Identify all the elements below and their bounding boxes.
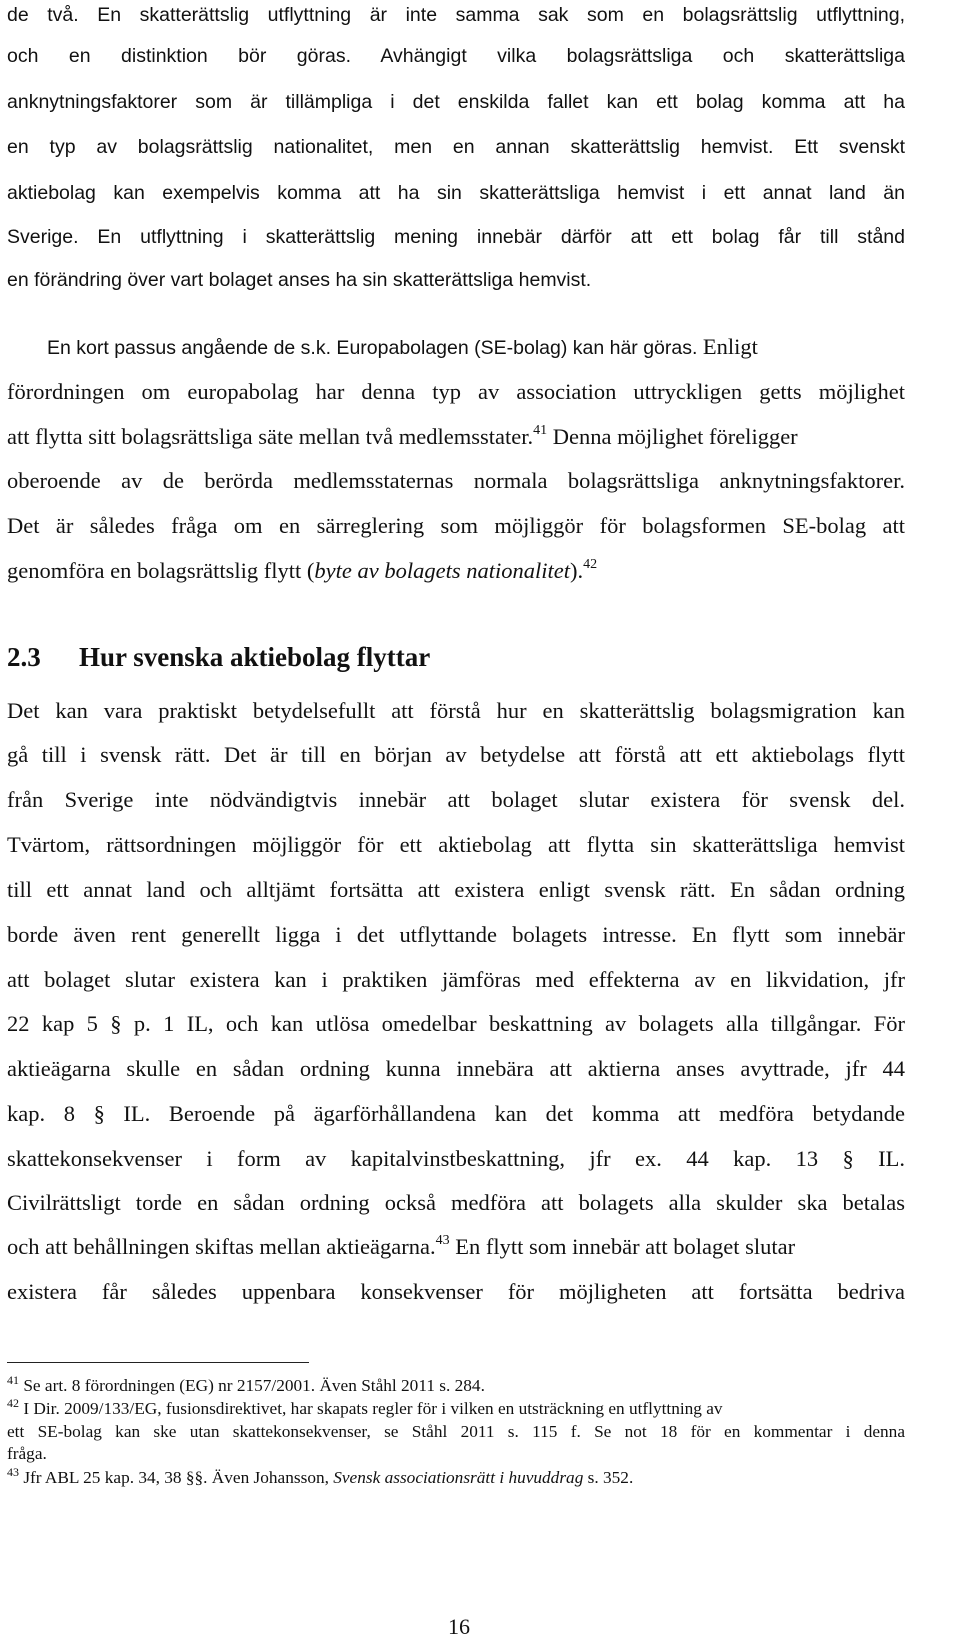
section-title: Hur svenska aktiebolag flyttar [79,642,431,672]
footnote-43 [7,1467,633,1489]
paragraph-text: och att behållningen skiftas mellan aktieägarna. [7,1234,436,1259]
paragraph-text: ). [570,558,584,583]
body-text-line: aktiebolag kan exempelvis komma att ha sin skatterättsliga hemvist i ett annat land än [7,182,905,204]
body-text-line: Det är således fråga om en särreglering som möjliggör för bolagsformen SE-bolag att [7,513,905,538]
footnote-number: 43 [7,1465,19,1479]
footnote-reference: 42 [583,557,598,572]
body-text-line: förordningen om europabolag har denna typ av association uttryckligen getts möjlighet [7,379,905,404]
footnote-reference: 41 [533,423,548,438]
section-heading [7,642,430,673]
body-text-line: aktieägarna skulle en sådan ordning kunna innebära att aktierna anses avyttrade, jfr 44 [7,1056,905,1081]
italic-text: Svensk associationsrätt i huvuddrag [333,1468,584,1487]
body-text-line: och en distinktion bör göras. Avhängigt vilka bolagsrättsliga och skatterättsliga [7,45,905,67]
body-text-line: från Sverige inte nödvändigtvis innebär att bolaget slutar existera för svensk del. [7,787,905,812]
footnote-text: s. 352. [583,1468,634,1487]
body-text-line: de två. En skatterättslig utflyttning är inte samma sak som en bolagsrättslig utflyttning, [7,4,905,26]
body-text-line: Civilrättsligt torde en sådan ordning också medföra att bolagets alla skulder ska betalas [7,1190,905,1215]
footnote-41 [7,1375,485,1397]
body-text-line: en typ av bolagsrättslig nationalitet, men en annan skatterättslig hemvist. Ett svenskt [7,136,905,158]
body-text-line: skattekonsekvenser i form av kapitalvinstbeskattning, jfr ex. 44 kap. 13 § IL. [7,1146,905,1171]
footnote-reference: 43 [435,1233,450,1248]
footnote-number: 42 [7,1396,19,1410]
body-text-line: kap. 8 § IL. Beroende på ägarförhållandena kan det komma att medföra betydande [7,1101,905,1126]
italic-text: byte av bolagets nationalitet [314,558,570,583]
body-text-line: Sverige. En utflyttning i skatterättslig mening innebär därför att ett bolag får till stånd [7,226,905,248]
footnote-text: Se art. 8 förordningen (EG) nr 2157/2001. Även Ståhl 2011 s. 284. [19,1376,485,1395]
body-text-line: Tvärtom, rättsordningen möjliggör för ett aktiebolag att flytta sin skatterättsliga hemvist [7,832,905,857]
footnote-separator [7,1362,309,1363]
footnote-42-line-2: ett SE-bolag kan ske utan skattekonsekvenser, se Ståhl 2011 s. 115 f. Se not 18 för en kommentar i denna [7,1422,905,1441]
footnote-text: I Dir. 2009/133/EG, fusionsdirektivet, har skapats regler för i vilken en utsträckning en utflyttning av [19,1399,723,1418]
body-text-line: existera får således uppenbara konsekvenser för möjligheten att fortsätta bedriva [7,1279,905,1304]
body-text-line [7,556,597,586]
body-text-line [7,422,798,452]
footnote-42-line-3: fråga. [7,1444,47,1463]
body-text-line: oberoende av de berörda medlemsstaternas normala bolagsrättsliga anknytningsfaktorer. [7,468,905,493]
page-number: 16 [448,1614,470,1639]
footnote-text: Jfr ABL 25 kap. 34, 38 §§. Även Johansson, [19,1468,334,1487]
body-text-line: att bolaget slutar existera kan i praktiken jämföras med effekterna av en likvidation, jfr [7,967,905,992]
paragraph-text: genomföra en bolagsrättslig flytt ( [7,558,315,583]
body-text-line [7,1232,795,1262]
body-text-line: en förändring över vart bolaget anses ha sin skatterättsliga hemvist. [7,269,592,291]
footnote-42 [7,1398,723,1420]
body-text-line: anknytningsfaktorer som är tillämpliga i det enskilda fallet kan ett bolag komma att ha [7,91,905,113]
paragraph-text: En kort passus angående de s.k. Europabolagen (SE-bolag) kan här göras. [47,337,698,359]
body-text-line: gå till i svensk rätt. Det är till en början av betydelse att förstå att ett aktiebolags flytt [7,742,905,767]
footnote-number: 41 [7,1373,19,1387]
body-text-line: till ett annat land och alltjämt fortsätta att existera enligt svensk rätt. En sådan ordning [7,877,905,902]
paragraph-text: Enligt [702,334,758,359]
paragraph-text: att flytta sitt bolagsrättsliga säte mellan två medlemsstater. [7,424,534,449]
body-text-line: 22 kap 5 § p. 1 IL, och kan utlösa omedelbar beskattning av bolagets alla tillgångar. För [7,1011,905,1036]
body-text-line: Det kan vara praktiskt betydelsefullt att förstå hur en skatterättslig bolagsmigration kan [7,698,905,723]
body-text-line [47,332,758,363]
paragraph-text: Denna möjlighet föreligger [547,424,798,449]
section-number: 2.3 [7,642,41,672]
paragraph-text: En flytt som innebär att bolaget slutar [449,1234,796,1259]
body-text-line: borde även rent generellt ligga i det utflyttande bolagets intresse. En flytt som innebär [7,922,905,947]
